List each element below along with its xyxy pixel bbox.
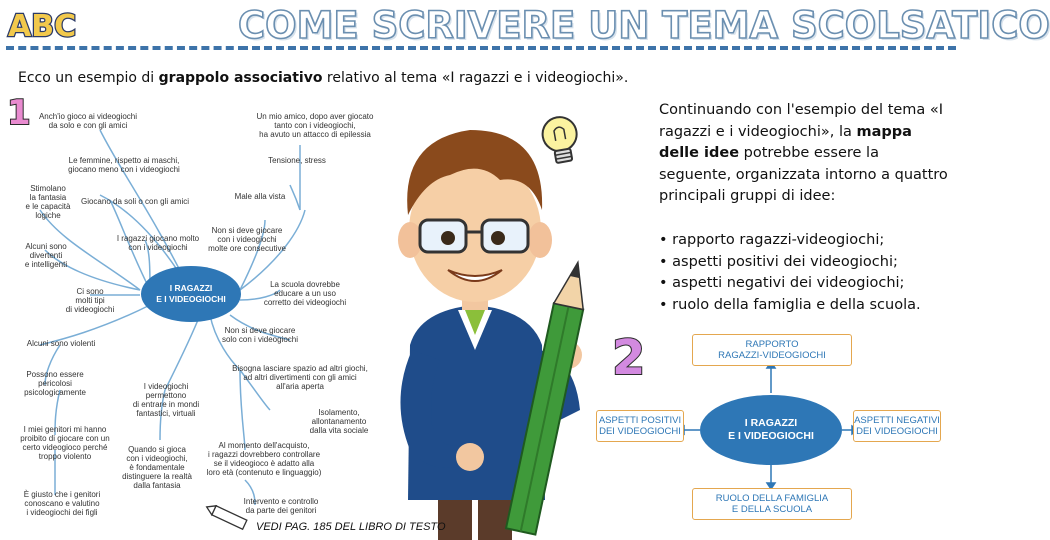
list-item: • aspetti negativi dei videogiochi; [659,275,905,291]
mind-map-node: Al momento dell'acquisto, i ragazzi dovrebbero controllare se il videogioco è adatto alla loro età (contenuto e linguaggio) [206,441,322,477]
mind-map-node: Non si deve giocare con i videogiochi molte ore consecutive [208,226,286,253]
idea-box-bottom: RUOLO DELLA FAMIGLIA E DELLA SCUOLA [692,488,852,520]
svg-text:1: 1 [7,93,31,133]
mind-map-node: Intervento e controllo da parte dei genitori [243,497,319,515]
mind-map-node: Giocano da soli o con gli amici [80,197,190,206]
mind-map-node: La scuola dovrebbe educare a un uso corretto dei videogiochi [263,280,347,307]
mind-map-node: Un mio amico, dopo aver giocato tanto con i videogiochi, ha avuto un attacco di epilessia [256,112,374,139]
mind-map-node: Quando si gioca con i videogiochi, è fondamentale distinguere la realtà dalla fantasia [122,445,192,490]
mind-map-node: Alcuni sono divertenti e intelligenti [24,242,68,269]
mind-map-node: I miei genitori mi hanno proibito di giocare con un certo videogioco perché troppo violento [20,425,110,461]
mind-map-node: Ci sono molti tipi di videogiochi [65,287,115,314]
svg-text:2: 2 [612,330,646,386]
highlight-term: mappa delle idee [659,123,912,161]
idea-box-top: RAPPORTO RAGAZZI-VIDEOGIOCHI [692,334,852,366]
mind-map-node: I ragazzi giocano molto con i videogiochi [116,234,200,252]
idea-groups-list [659,230,954,316]
header-divider [6,46,246,50]
mind-map-node: Stimolano la fantasia e le capacità logiche [25,184,71,220]
mind-map-node: Male alla vista [234,192,286,201]
idea-box-left: ASPETTI POSITIVI DEI VIDEOGIOCHI [596,410,684,442]
mind-map-center: I RAGAZZI E I VIDEOGIOCHI [141,266,241,322]
page-title: COME SCRIVERE UN TEMA SCOLSATICO [238,4,1050,47]
intro-text: Ecco un esempio di grappolo associativo relativo al tema «I ragazzi e i videogiochi». [18,70,629,86]
idea-box-right: ASPETTI NEGATIVI DEI VIDEOGIOCHI [853,410,941,442]
mind-map-node: Possono essere pericolosi psicologicamente [24,370,86,397]
logo-text: ABC [8,9,77,44]
teacher-illustration [370,120,600,540]
abc-logo [6,4,78,44]
mind-map-node: Anch'io gioco ai videogiochi da solo e con gli amici [38,112,138,130]
pencil-icon [204,500,252,536]
mind-map-node: Tensione, stress [268,156,326,165]
mind-map-node: Isolamento, allontanamento dalla vita sociale [309,408,369,435]
textbook-reference-note: VEDI PAG. 185 DEL LIBRO DI TESTO [256,521,446,533]
mind-map-node: Le femmine, rispetto ai maschi, giocano meno con i videogiochi [68,156,180,174]
description-paragraph: Continuando con l'esempio del tema «I ragazzi e i videogiochi», la mappa delle idee potrebbe essere la seguente, organizzata intorno a quattro principali gruppi di idee: [659,102,948,204]
mind-map-node: Alcuni sono violenti [26,339,96,348]
mind-map-node: Non si deve giocare solo con i videogiochi [221,326,299,344]
mind-map-node: È giusto che i genitori conoscano e valutino i videogiochi dei figli [23,490,101,517]
mind-map-node: I videogiochi permettono di entrare in mondi fantastici, virtuali [132,382,200,418]
list-item: • rapporto ragazzi-videogiochi; [659,232,885,248]
header-divider-right [240,46,956,50]
mind-map-node: Bisogna lasciare spazio ad altri giochi, ad altri divertimenti con gli amici all'aria aperta [232,364,368,391]
list-item: • ruolo della famiglia e della scuola. [659,296,921,313]
idea-map-center: I RAGAZZI E I VIDEOGIOCHI [700,395,842,465]
intro-bold-term: grappolo associativo [158,70,323,86]
list-item: • aspetti positivi dei videogiochi; [659,253,898,270]
